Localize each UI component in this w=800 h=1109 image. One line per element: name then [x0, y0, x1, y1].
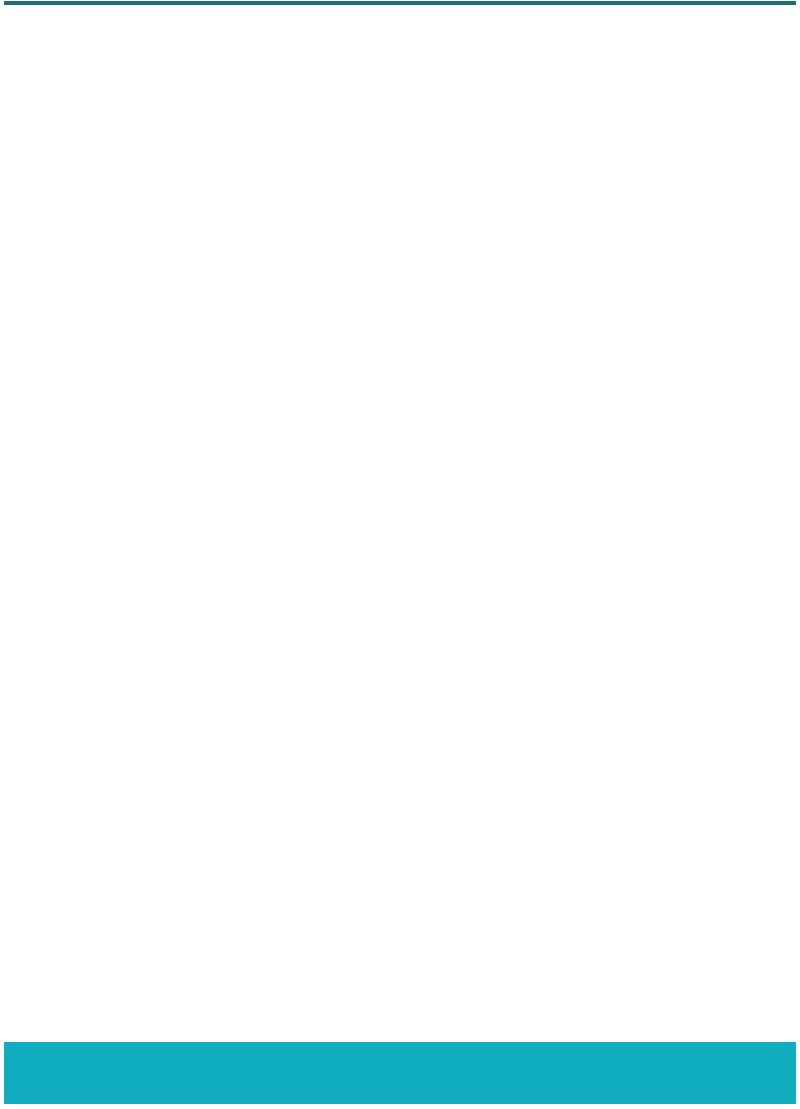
footer-note-bar [4, 1042, 796, 1104]
top-accent-line [4, 1, 796, 5]
